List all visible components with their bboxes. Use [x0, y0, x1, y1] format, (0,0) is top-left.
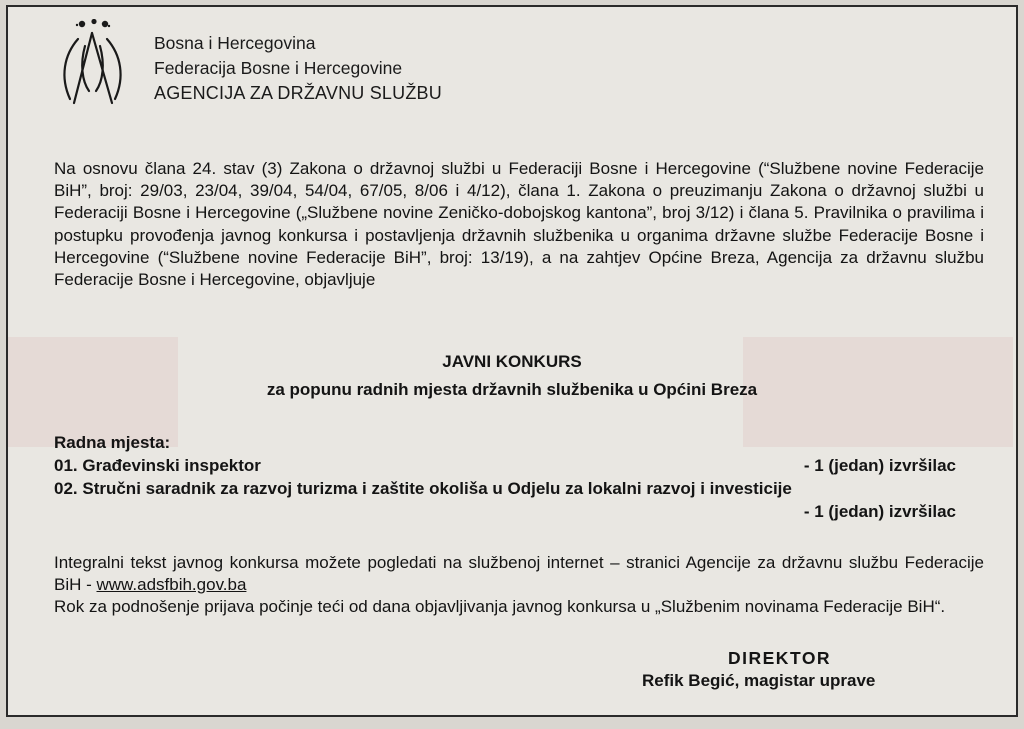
agency-name: AGENCIJA ZA DRŽAVNU SLUŽBU — [154, 83, 442, 103]
deadline-text: Rok za podnošenje prijava počinje teći od dana objavljivanja javnog konkursa u „Službenim novinama Federacije BiH“. — [54, 597, 946, 616]
job-list-heading: Radna mjesta: — [54, 433, 171, 452]
job-item — [54, 477, 984, 500]
job-title: 01. Građevinski inspektor — [54, 456, 261, 475]
announcement-page — [6, 5, 1018, 717]
agency-website-link[interactable]: www.adsfbih.gov.ba — [96, 575, 247, 594]
document-subtitle: za popunu radnih mjesta državnih službenika u Općini Breza — [266, 380, 758, 399]
document-title: JAVNI KONKURS — [442, 352, 582, 371]
job-item — [54, 454, 984, 477]
job-count: - 1 (jedan) izvršilac — [803, 502, 956, 521]
outro-text: Integralni tekst javnog konkursa možete pogledati na službenoj internet – stranici Agencije za državnu službu Federacije BiH - — [54, 553, 984, 594]
organization-header — [154, 31, 442, 106]
job-count: - 1 (jedan) izvršilac — [803, 456, 956, 475]
job-item-count-row — [54, 500, 984, 523]
agency-emblem-icon — [52, 19, 130, 107]
outro-paragraph — [54, 552, 984, 618]
country-name: Bosna i Hercegovina — [154, 33, 316, 53]
intro-paragraph: Na osnovu člana 24. stav (3) Zakona o državnoj službi u Federaciji Bosne i Hercegovine (“Službene novine Federacije BiH”, broj: 29/03, 23/04, 39/04, 54/04, 67/05, 8/06 i 4/12), člana 1. Zakona o preuzimanju Zakona o državnoj službi u Federaciji Bosne i Hercegovine („Službene novine Zeničko-dobojskog kantona”, broj 3/12) i člana 5. Pravilnika o pravilima i postupku provođenja javnog konkursa i postavljenja državnih službenika u organima državne službe Federacije Bosne i Hercegovine (“Službene novine Federacije BiH”, broj: 13/19), a na zahtjev Općine Breza, Agencija za državnu službu Federacije Bosne i Hercegovine, objavljuje — [54, 159, 984, 290]
job-title: 02. Stručni saradnik za razvoj turizma i zaštite okoliša u Odjelu za lokalni razvoj i investicije — [54, 479, 792, 498]
signature-role: DIREKTOR — [728, 648, 832, 668]
job-list — [54, 431, 984, 523]
federation-name: Federacija Bosne i Hercegovine — [154, 58, 403, 78]
signature-name: Refik Begić, magistar uprave — [642, 671, 876, 690]
